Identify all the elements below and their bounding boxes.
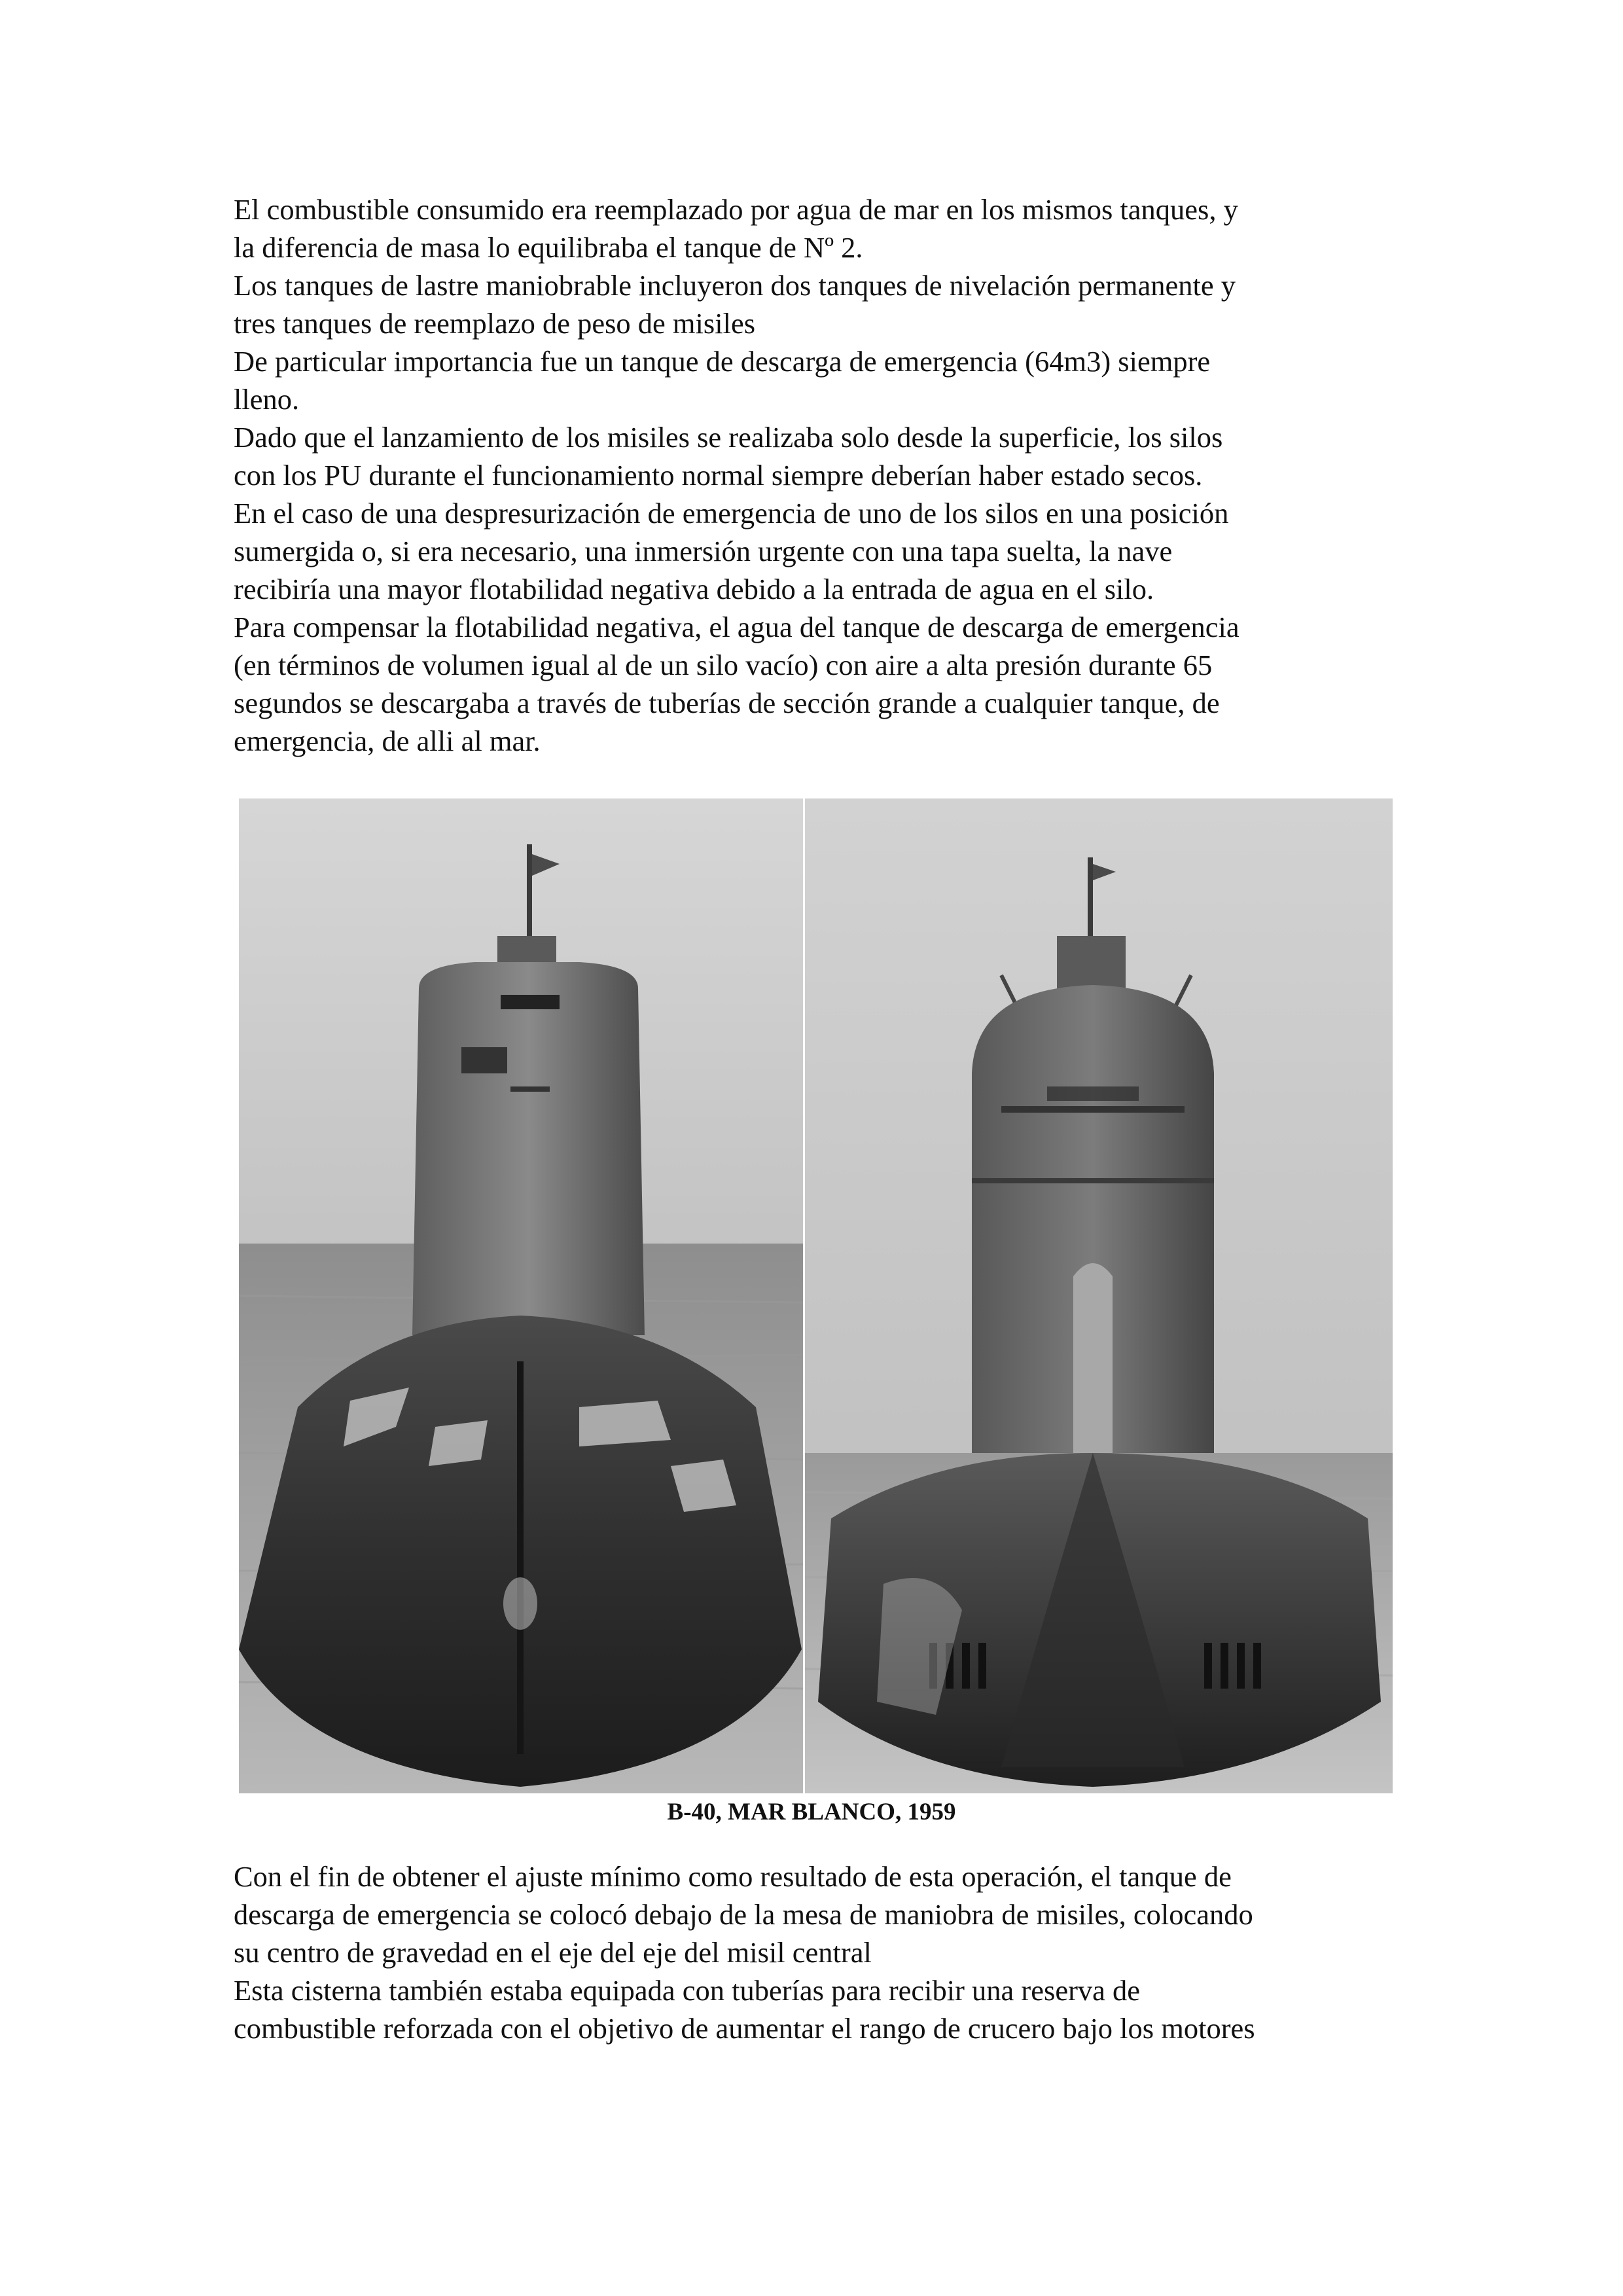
text-line: En el caso de una despresurización de emergencia de uno de los silos en una posición — [234, 497, 1229, 529]
text-line: descarga de emergencia se colocó debajo de la mesa de maniobra de misiles, colocando — [234, 1898, 1253, 1931]
text-line: (en términos de volumen igual al de un silo vacío) con aire a alta presión durante 65 — [234, 649, 1213, 681]
text-line: Los tanques de lastre maniobrable incluyeron dos tanques de nivelación permanente y — [234, 269, 1236, 302]
text-line: sumergida o, si era necesario, una inmersión urgente con una tapa suelta, la nave — [234, 535, 1173, 567]
submarine-photo-left — [239, 798, 803, 1793]
text-line: su centro de gravedad en el eje del eje del misil central — [234, 1936, 872, 1969]
text-line: recibiría una mayor flotabilidad negativa debido a la entrada de agua en el silo. — [234, 573, 1154, 605]
text-line: segundos se descargaba a través de tuberías de sección grande a cualquier tanque, de — [234, 687, 1220, 719]
text-line: emergencia, de alli al mar. — [234, 725, 541, 757]
text-line: la diferencia de masa lo equilibraba el tanque de Nº 2. — [234, 231, 863, 264]
text-line: combustible reforzada con el objetivo de aumentar el rango de crucero bajo los motores — [234, 2012, 1255, 2045]
text-line: Esta cisterna también estaba equipada con tuberías para recibir una reserva de — [234, 1974, 1141, 2007]
body-text-bottom — [234, 1857, 1405, 2047]
text-line: El combustible consumido era reemplazado por agua de mar en los mismos tanques, y — [234, 193, 1238, 226]
text-line: tres tanques de reemplazo de peso de misiles — [234, 307, 756, 340]
body-text-top — [234, 190, 1405, 760]
submarine-photo-right — [805, 798, 1393, 1793]
submarine-bow-image — [239, 798, 803, 1793]
text-line: Dado que el lanzamiento de los misiles se realizaba solo desde la superficie, los silos — [234, 421, 1223, 454]
text-line: Para compensar la flotabilidad negativa, el agua del tanque de descarga de emergencia — [234, 611, 1240, 643]
submarine-bow-image — [805, 798, 1393, 1793]
text-line: De particular importancia fue un tanque de descarga de emergencia (64m3) siempre — [234, 345, 1211, 378]
text-line: lleno. — [234, 383, 300, 416]
text-line: con los PU durante el funcionamiento normal siempre deberían haber estado secos. — [234, 459, 1203, 492]
figure-caption: B-40, MAR BLANCO, 1959 — [667, 1799, 956, 1825]
text-line: Con el fin de obtener el ajuste mínimo como resultado de esta operación, el tanque de — [234, 1860, 1232, 1893]
